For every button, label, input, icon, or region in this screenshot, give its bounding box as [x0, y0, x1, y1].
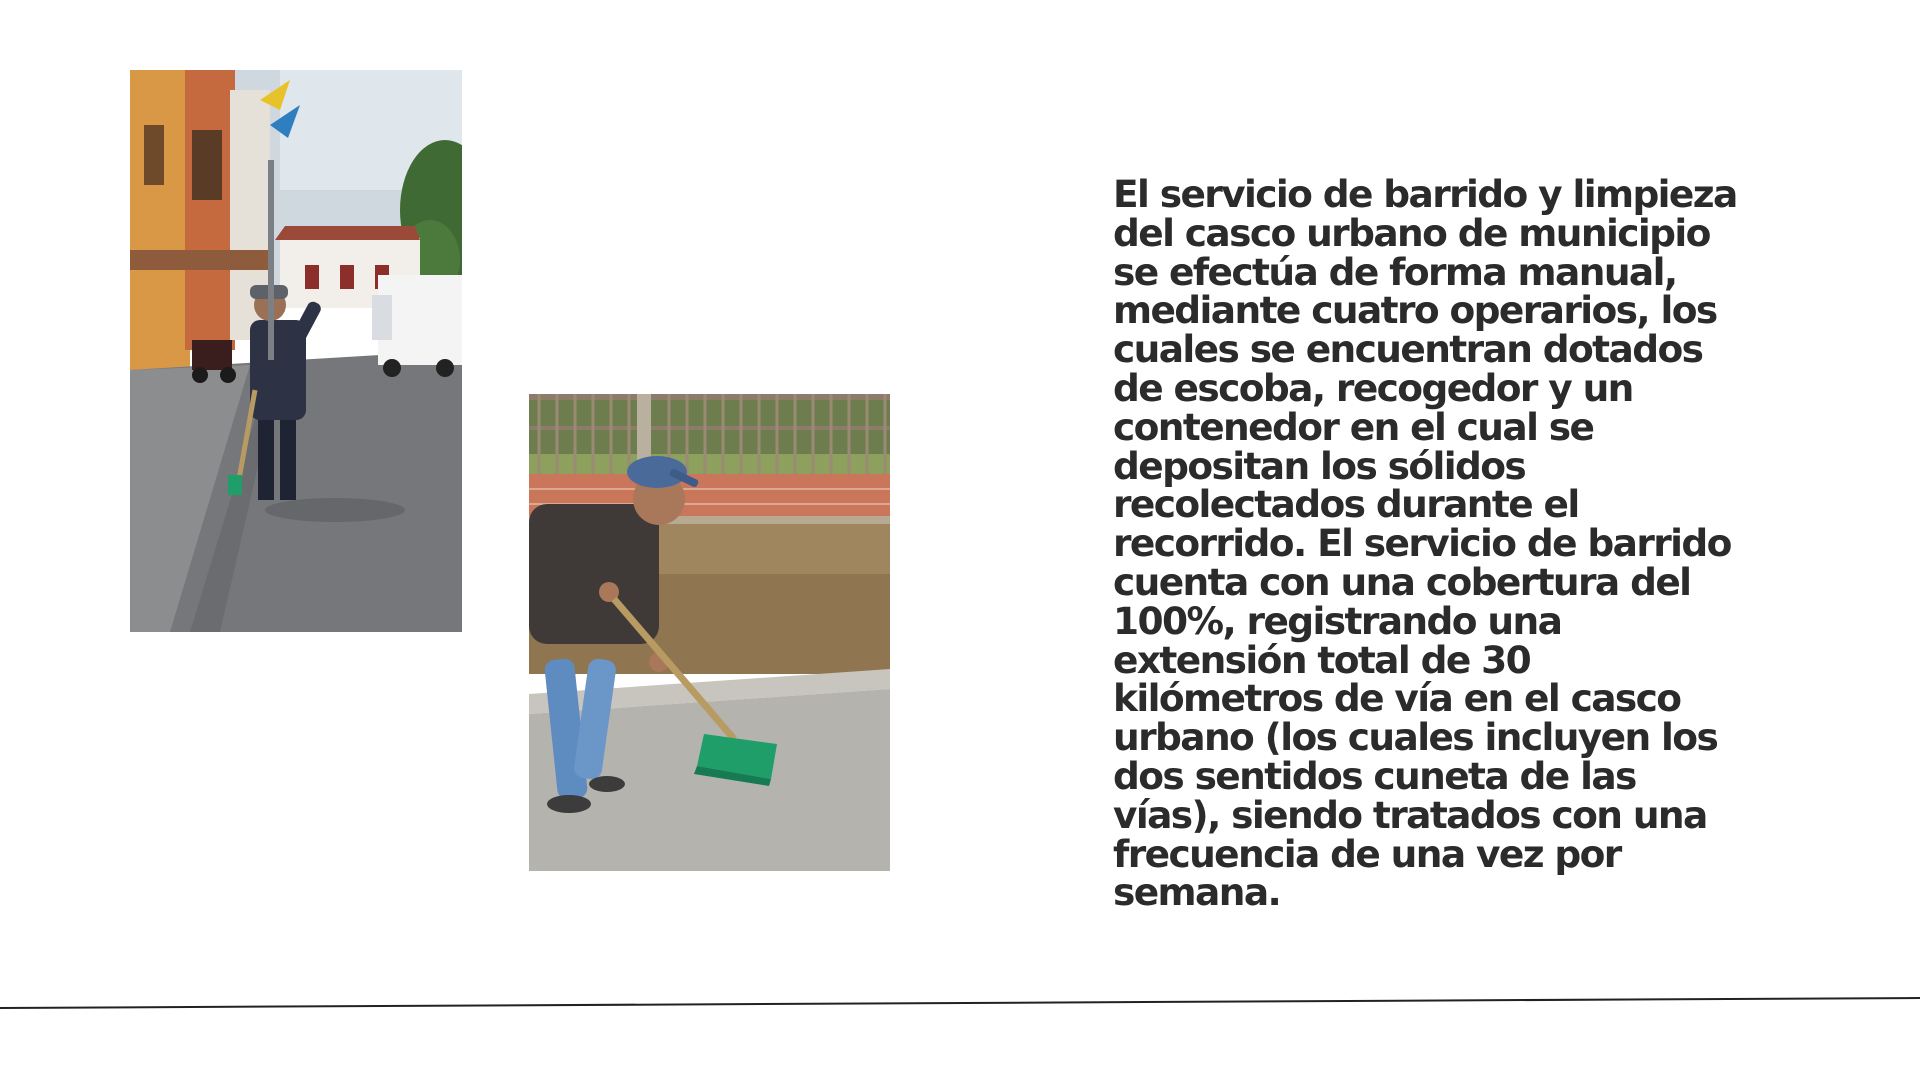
footer-divider [0, 996, 1920, 1010]
slide-body-text: El servicio de barrido y limpieza del casco urbano de municipio se efectúa de forma manual, mediante cuatro operarios, los cuales se encuentran dotados de escoba, recogedor y un contenedor en el cual se depositan los sólidos recolectados durante el recorrido. El servicio de barrido cuenta con una cobertura del 100%, registrando una extensión total de 30 kilómetros de vía en el casco urbano (los cuales incluyen los dos sentidos cuneta de las vías), siendo tratados con una frecuencia de una vez por semana. [1113, 172, 1737, 915]
street-sweeper-photo [130, 70, 462, 632]
sidewalk-sweeper-photo [529, 394, 890, 871]
